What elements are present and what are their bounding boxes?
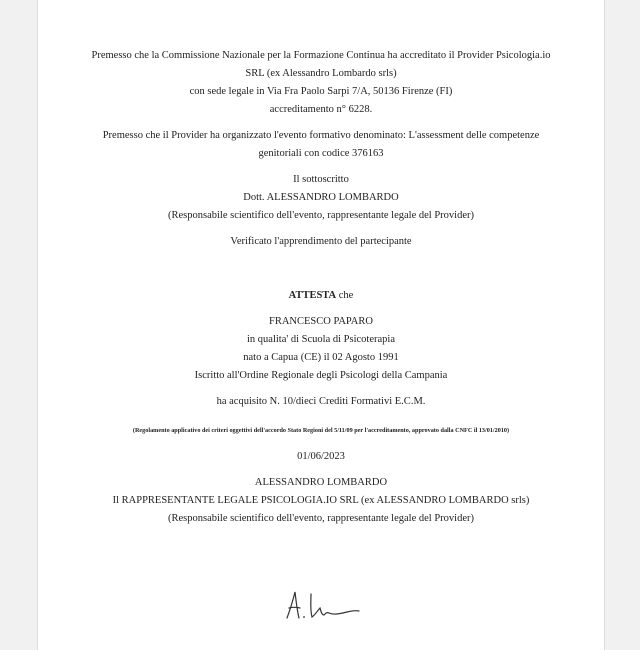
closing-title: Il RAPPRESENTANTE LEGALE PSICOLOGIA.IO SRL (ex ALESSANDRO LOMBARDO srls) <box>112 495 530 506</box>
signer-role: (Responsabile scientifico dell'evento, rappresentante legale del Provider) <box>168 210 474 221</box>
participant-order: Iscritto all'Ordine Regionale degli Psicologi della Campania <box>194 370 448 381</box>
signer-intro: Il sottoscritto <box>293 174 349 185</box>
premise1-line-2: SRL (ex Alessandro Lombardo srls) <box>245 68 397 79</box>
regulation-note: (Regolamento applicativo dei criteri oggettivi dell'accordo Stato Regioni del 5/11/09 per l'accreditamento, approvato dalla CNFC il 13/01/2010) <box>132 427 510 434</box>
verified-text: Verificato l'apprendimento del partecipante <box>230 236 412 247</box>
participant-name: FRANCESCO PAPARO <box>269 316 373 327</box>
premise1-line-1: Premesso che la Commissione Nazionale per la Formazione Continua ha accreditato il Provider Psicologia.io <box>91 50 551 61</box>
participant-birth: nato a Capua (CE) il 02 Agosto 1991 <box>243 352 399 363</box>
signer-name: Dott. ALESSANDRO LOMBARDO <box>243 192 399 203</box>
credits-text: ha acquisito N. 10/dieci Crediti Formativi E.C.M. <box>216 396 426 407</box>
certificate-page <box>37 0 605 650</box>
attesta-bold: ATTESTA <box>288 290 337 301</box>
premise1-line-3: con sede legale in Via Fra Paolo Sarpi 7/A, 50136 Firenze (FI) <box>189 86 453 97</box>
attesta-line <box>38 289 604 302</box>
premise2-line-1: Premesso che il Provider ha organizzato l'evento formativo denominato: L'assessment delle competenze <box>102 130 540 141</box>
handwritten-signature <box>281 588 363 622</box>
premise2-line-2: genitoriali con codice 376163 <box>258 148 384 159</box>
attesta-rest: che <box>336 290 354 301</box>
participant-role: in qualita' di Scuola di Psicoterapia <box>247 334 395 345</box>
closing-role: (Responsabile scientifico dell'evento, rappresentante legale del Provider) <box>168 513 474 524</box>
issue-date: 01/06/2023 <box>297 451 345 462</box>
closing-name: ALESSANDRO LOMBARDO <box>254 477 388 488</box>
premise1-line-4: accreditamento n° 6228. <box>269 104 373 115</box>
